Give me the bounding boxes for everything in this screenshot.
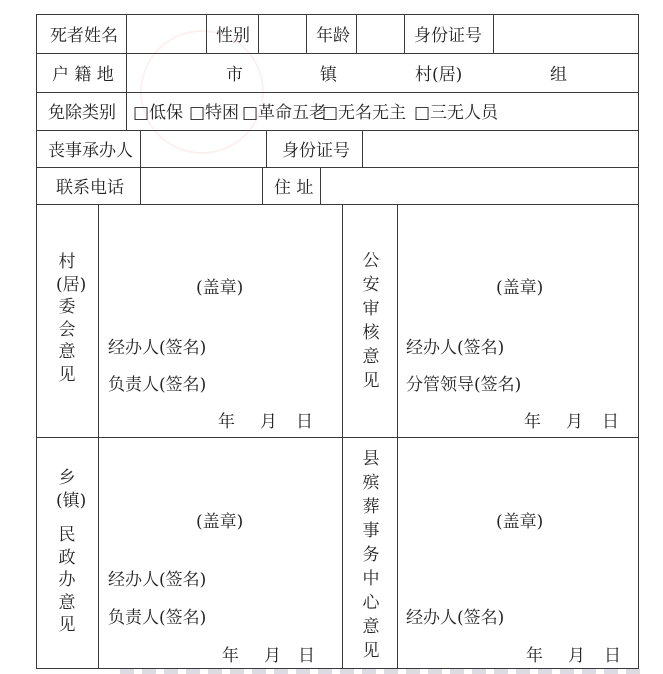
village-leader-signature: 负责人(签名): [108, 375, 207, 395]
police-leader-signature: 分管领导(签名): [406, 375, 522, 395]
police-seal-label: (盖章): [496, 278, 544, 298]
grid-line: [126, 92, 127, 130]
grid-line: [126, 14, 127, 53]
grid-line: [356, 14, 357, 53]
funeral-center-opinion-title: 县殡葬事务中心意见: [362, 449, 380, 661]
village-seal-label: (盖章): [196, 278, 244, 298]
grid-line: [36, 668, 639, 669]
funeral-handler-signature: 经办人(签名): [406, 608, 505, 628]
police-date-month: 月: [566, 412, 583, 432]
option-low-income[interactable]: □低保: [133, 103, 184, 123]
grid-line: [258, 14, 259, 53]
option-unidentified[interactable]: □无名无主: [322, 103, 407, 123]
civil-affairs-opinion-title: 民政办意见: [58, 525, 76, 635]
village-date-month: 月: [260, 412, 277, 432]
grid-line: [262, 167, 263, 204]
exemption-category-label: 免除类别: [48, 103, 116, 123]
city-label: 市: [226, 65, 243, 85]
police-handler-signature: 经办人(签名): [406, 338, 505, 358]
age-label: 年龄: [316, 26, 350, 46]
grid-line: [404, 14, 405, 53]
funeral-seal-label: (盖章): [496, 512, 544, 532]
bleed-through-text: [120, 669, 640, 674]
handler-id-number-label: 身份证号: [282, 141, 350, 161]
town-label: 镇: [320, 65, 337, 85]
police-review-opinion-title: 公安审核意见: [362, 251, 380, 391]
civil-date-year: 年: [222, 646, 239, 666]
grid-line: [36, 167, 639, 168]
village-committee-opinion-title: 村(居)委会意见: [56, 252, 87, 385]
grid-line: [36, 14, 37, 669]
grid-line: [126, 53, 127, 92]
village-date-day: 日: [296, 412, 313, 432]
police-date-day: 日: [602, 412, 619, 432]
option-three-nos[interactable]: □三无人员: [414, 103, 499, 123]
funeral-date-month: 月: [568, 646, 585, 666]
village-date-year: 年: [218, 412, 235, 432]
phone-label: 联系电话: [56, 178, 124, 198]
grid-line: [266, 130, 267, 167]
civil-handler-signature: 经办人(签名): [108, 570, 207, 590]
group-label: 组: [550, 65, 567, 85]
grid-line: [206, 14, 207, 53]
civil-date-month: 月: [264, 646, 281, 666]
address-label: 住 址: [274, 178, 314, 198]
grid-line: [140, 167, 141, 204]
option-extreme-poverty[interactable]: □特困: [189, 103, 240, 123]
civil-date-day: 日: [298, 646, 315, 666]
gender-label: 性别: [216, 26, 250, 46]
grid-line: [638, 14, 639, 669]
police-date-year: 年: [524, 412, 541, 432]
grid-line: [36, 130, 639, 131]
village-label: 村(居): [415, 65, 463, 85]
civil-leader-signature: 负责人(签名): [108, 608, 207, 628]
grid-line: [306, 14, 307, 53]
funeral-date-day: 日: [604, 646, 621, 666]
grid-line: [342, 204, 343, 669]
grid-line: [140, 130, 141, 167]
village-handler-signature: 经办人(签名): [108, 338, 207, 358]
funeral-date-year: 年: [526, 646, 543, 666]
option-revolutionary-elders[interactable]: □革命五老: [242, 103, 327, 123]
grid-line: [362, 130, 363, 167]
civil-affairs-title-prefix: 乡(镇): [56, 468, 87, 511]
id-number-label: 身份证号: [414, 26, 482, 46]
grid-line: [98, 204, 99, 669]
grid-line: [493, 14, 494, 53]
grid-line: [397, 204, 398, 669]
grid-line: [36, 204, 639, 205]
funeral-handler-label: 丧事承办人: [48, 141, 133, 161]
grid-line: [36, 437, 639, 438]
civil-seal-label: (盖章): [196, 512, 244, 532]
domicile-label: 户 籍 地: [52, 65, 114, 85]
deceased-name-label: 死者姓名: [50, 26, 118, 46]
grid-line: [320, 167, 321, 204]
